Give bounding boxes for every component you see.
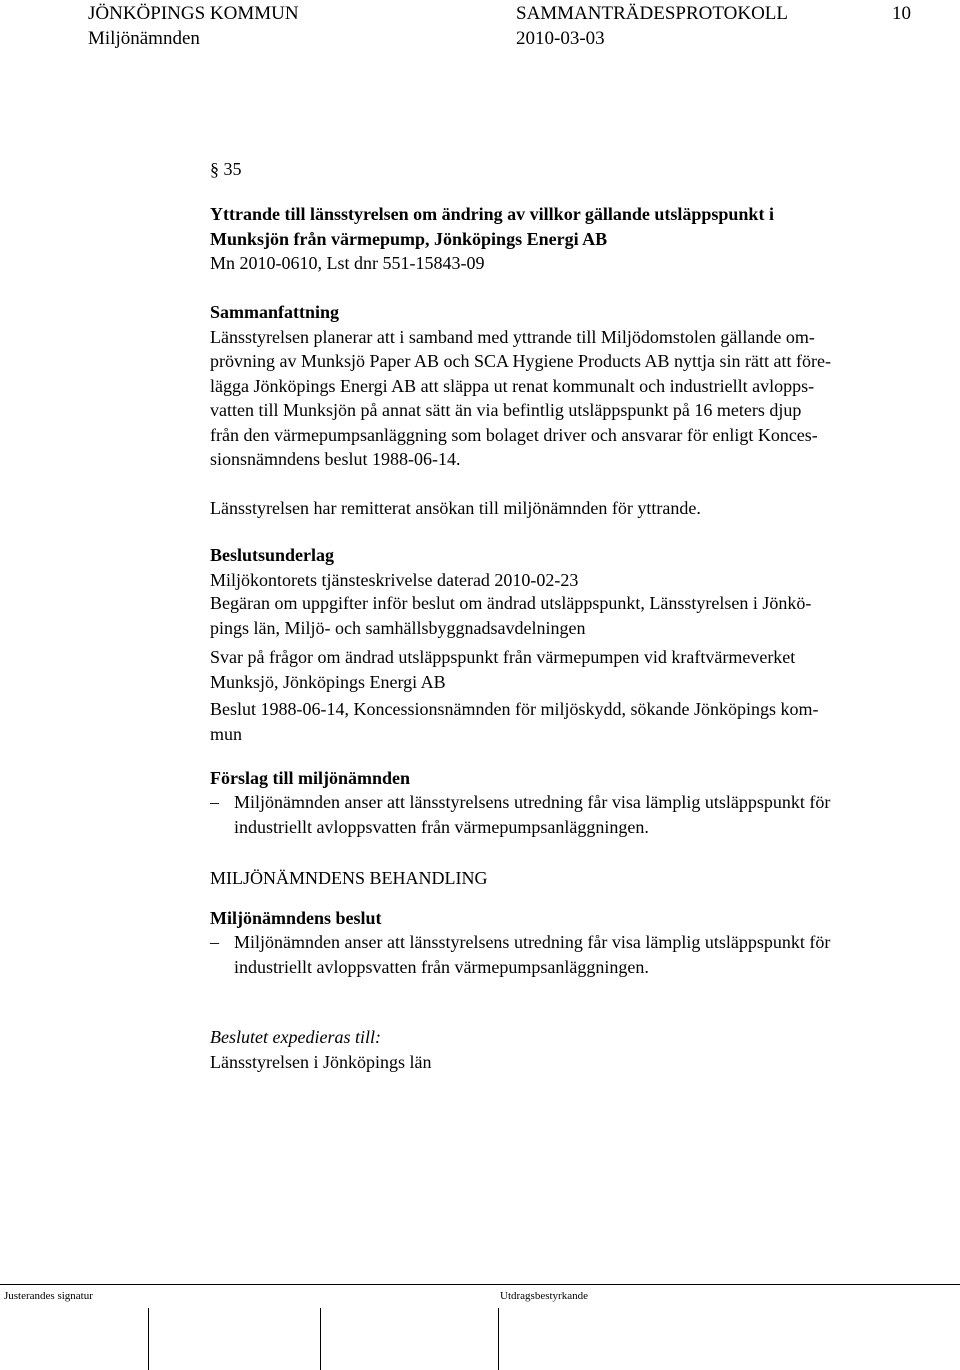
- summary-block: [210, 300, 930, 472]
- proposal-text: [234, 790, 830, 839]
- basis-item: [210, 645, 930, 694]
- section-title-line: Munksjön från värmepump, Jönköpings Energi AB: [210, 228, 608, 249]
- section-reference: Mn 2010-0610, Lst dnr 551-15843-09: [210, 253, 485, 273]
- decision-text: [234, 930, 830, 979]
- signature-divider: [498, 1308, 499, 1370]
- header-document-type: SAMMANTRÄDESPROTOKOLL: [516, 3, 789, 24]
- section-number: § 35: [210, 159, 242, 179]
- proposal-line: Miljönämnden anser att länsstyrelsens utredning får visa lämplig utsläppspunkt för: [234, 792, 831, 812]
- basis-item: [210, 697, 930, 746]
- summary-line: sionsnämndens beslut 1988-06-14.: [210, 449, 461, 469]
- dash-bullet: –: [210, 792, 219, 812]
- decision-block: [210, 906, 930, 931]
- basis-item-line: Beslut 1988-06-14, Koncessionsnämnden för miljöskydd, sökande Jönköpings kom-: [210, 699, 819, 719]
- proposal-block: [210, 766, 930, 791]
- decision-heading: Miljönämndens beslut: [210, 908, 382, 928]
- basis-item: [210, 591, 930, 640]
- basis-item-line: Munksjö, Jönköpings Energi AB: [210, 671, 446, 692]
- basis-block: [210, 543, 930, 592]
- header-organization: JÖNKÖPINGS KOMMUN: [88, 3, 299, 24]
- summary-line: Länsstyrelsen planerar att i samband med yttrande till Miljödomstolen gällande om-: [210, 326, 815, 347]
- section-title-line: Yttrande till länsstyrelsen om ändring av villkor gällande utsläppspunkt i: [210, 204, 774, 224]
- proposal-line: industriellt avloppsvatten från värmepumpsanläggningen.: [234, 816, 649, 837]
- distribution-recipient: Länsstyrelsen i Jönköpings län: [210, 1051, 432, 1072]
- footer-signature-label: Justerandes signatur: [4, 1290, 93, 1302]
- basis-item-line: Begäran om uppgifter inför beslut om ändrad utsläppspunkt, Länsstyrelsen i Jönkö-: [210, 593, 812, 613]
- distribution-heading: Beslutet expedieras till:: [210, 1027, 381, 1047]
- basis-item-line: pings län, Miljö- och samhällsbyggnadsavdelningen: [210, 617, 586, 638]
- summary-line: från den värmepumpsanläggning som bolaget driver och ansvarar för enligt Konces-: [210, 424, 818, 445]
- footer-rule: [0, 1284, 960, 1285]
- handling-heading: [210, 866, 930, 891]
- header-committee: Miljönämnden: [88, 28, 200, 49]
- remit-text: Länsstyrelsen har remitterat ansökan till miljönämnden för yttrande.: [210, 498, 701, 518]
- basis-item-line: mun: [210, 723, 243, 744]
- summary-line: prövning av Munksjö Paper AB och SCA Hygiene Products AB nyttja sin rätt att före-: [210, 351, 831, 371]
- basis-heading: Beslutsunderlag: [210, 545, 335, 565]
- proposal-heading: Förslag till miljönämnden: [210, 768, 411, 788]
- distribution-block: [210, 1025, 930, 1074]
- decision-line: industriellt avloppsvatten från värmepumpsanläggningen.: [234, 956, 649, 977]
- summary-line: lägga Jönköpings Energi AB att släppa ut renat kommunalt och industriellt avlopps-: [210, 375, 815, 396]
- section-title-block: [210, 202, 930, 276]
- summary-line: vatten till Munksjön på annat sätt än via befintlig utsläppspunkt på 16 meters djup: [210, 400, 802, 420]
- handling-heading-text: MILJÖNÄMNDENS BEHANDLING: [210, 868, 488, 888]
- summary-heading: Sammanfattning: [210, 302, 340, 322]
- signature-divider: [320, 1308, 321, 1370]
- signature-divider: [148, 1308, 149, 1370]
- decision-line: Miljönämnden anser att länsstyrelsens utredning får visa lämplig utsläppspunkt för: [234, 932, 831, 952]
- basis-item: Miljökontorets tjänsteskrivelse daterad 2010-02-23: [210, 569, 579, 590]
- header-date: 2010-03-03: [516, 28, 605, 49]
- basis-item-line: Svar på frågor om ändrad utsläppspunkt från värmepumpen vid kraftvärmeverket: [210, 647, 796, 667]
- remit-paragraph: [210, 496, 930, 521]
- dash-bullet: –: [210, 932, 219, 952]
- footer-extract-label: Utdragsbestyrkande: [500, 1290, 588, 1302]
- header-page-number: 10: [892, 3, 911, 24]
